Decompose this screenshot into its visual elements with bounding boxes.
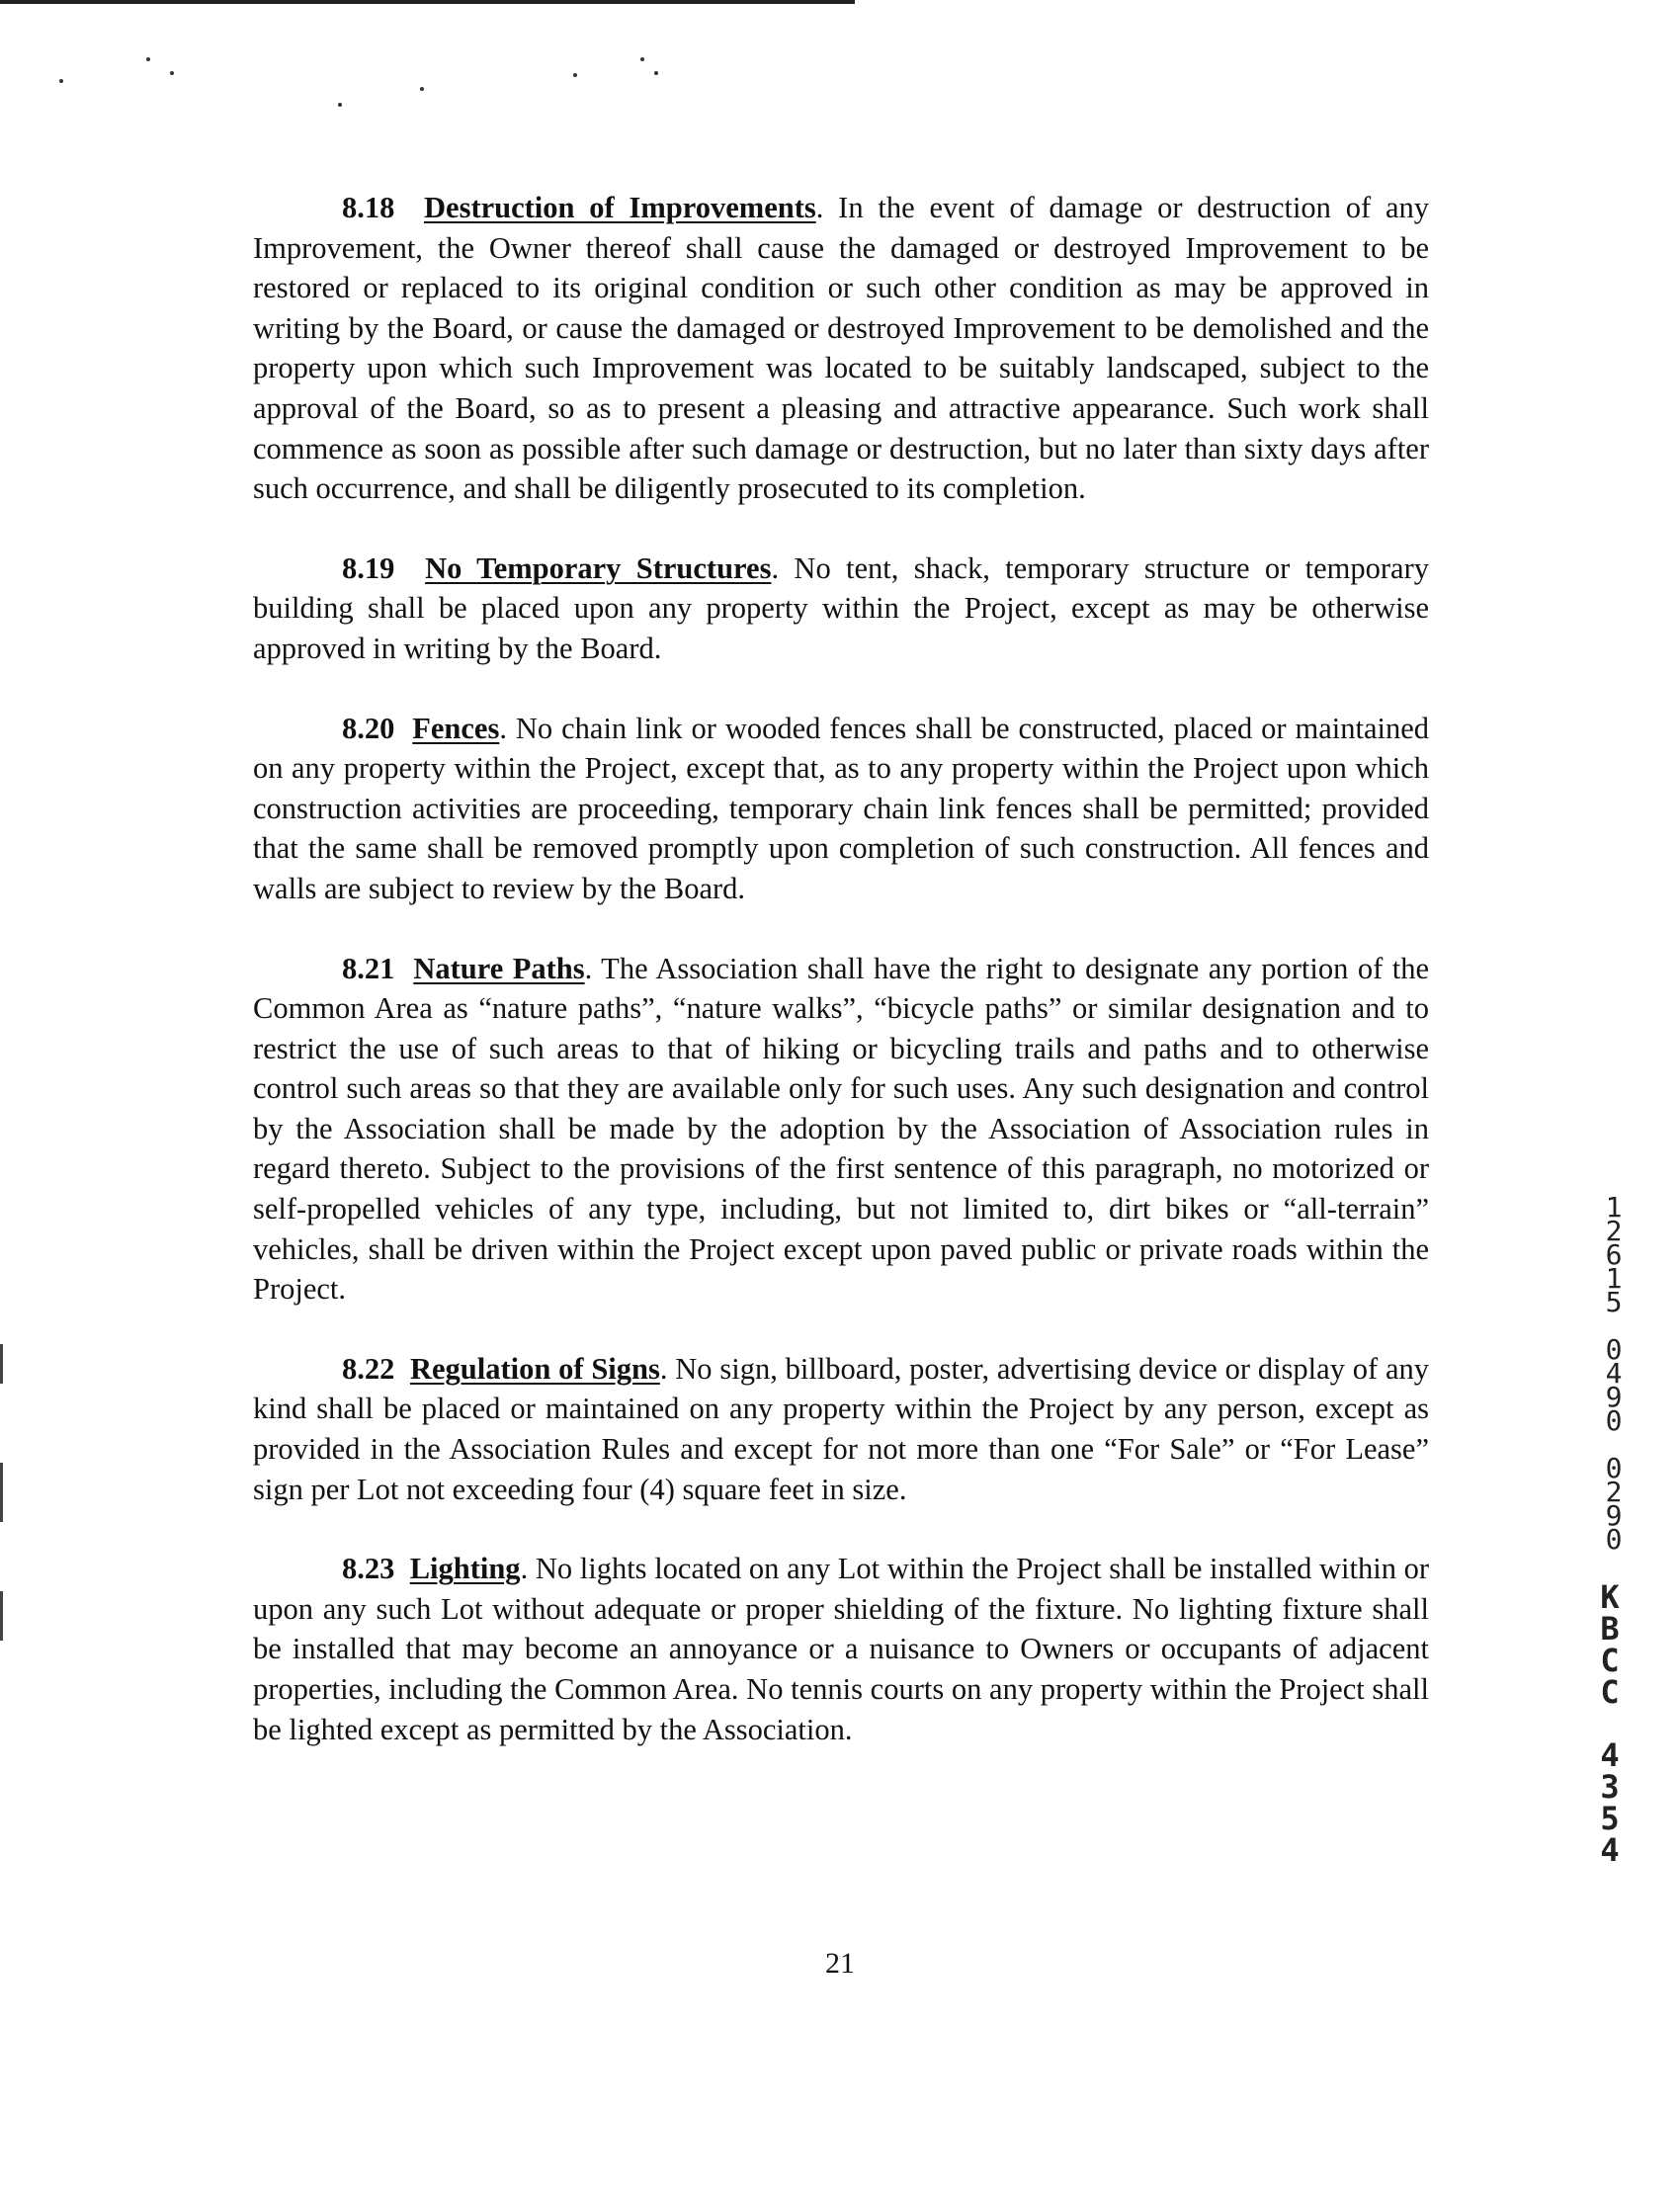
stacked-char: 6 bbox=[1605, 1238, 1623, 1271]
section-8-22 bbox=[253, 1349, 1429, 1509]
scan-top-border bbox=[0, 0, 855, 4]
page-number: 21 bbox=[825, 1947, 855, 1980]
section-8-23 bbox=[253, 1549, 1429, 1749]
scan-speck bbox=[654, 71, 658, 75]
section-body: . The Association shall have the right to designate any portion of the Common Area as “nature paths”, “nature walks”, “bicycle paths” or similar designation and to restrict the use of such areas to that of hiking or bicycling trails and paths and to otherwise control such areas so that they are available only for such uses. Any such designation and control by the Association shall be made by the adoption by the Association of Association rules in regard thereto. Subject to the provisions of the first sentence of this paragraph, no motorized or self-propelled vehicles of any type, including, but not limited to, dirt bikes or “all-terrain” vehicles, shall be driven within the Project except upon paved public or private roads within the Project. bbox=[253, 951, 1430, 1307]
scan-speck bbox=[573, 73, 577, 77]
section-8-21 bbox=[253, 949, 1429, 1310]
stacked-char: 4 bbox=[1600, 1736, 1620, 1774]
section-body: . No chain link or wooded fences shall be constructed, placed or maintained on any property within the Project, except that, as to any property within the Project upon which construction activities are proceeding, temporary chain link fences shall be permitted; provided that the same shall be removed promptly upon completion of such construction. All fences and walls are subject to review by the Board. bbox=[253, 711, 1430, 905]
side-recording-number bbox=[1599, 1191, 1629, 1556]
scan-speck bbox=[338, 103, 342, 107]
scan-speck bbox=[146, 57, 150, 61]
stacked-char: 2 bbox=[1605, 1215, 1623, 1247]
section-title: Lighting bbox=[409, 1552, 521, 1586]
scan-left-mark bbox=[0, 1591, 3, 1641]
stacked-char: 4 bbox=[1605, 1357, 1623, 1390]
scan-left-mark bbox=[0, 1463, 3, 1522]
section-title: Fences bbox=[412, 711, 500, 745]
section-title: Destruction of Improvements bbox=[424, 191, 816, 224]
stacked-char: B bbox=[1600, 1610, 1620, 1648]
section-number: 8.23 bbox=[342, 1552, 395, 1586]
stacked-char: 0 bbox=[1605, 1452, 1623, 1484]
stacked-char: 1 bbox=[1605, 1262, 1623, 1295]
section-8-18 bbox=[253, 188, 1429, 509]
stacked-char: 5 bbox=[1605, 1286, 1623, 1318]
scan-left-mark bbox=[0, 1344, 3, 1384]
stacked-char: 2 bbox=[1605, 1476, 1623, 1508]
scan-speck bbox=[420, 87, 424, 91]
section-number: 8.21 bbox=[342, 951, 395, 985]
section-body: . No sign, billboard, poster, advertising device or display of any kind shall be placed or maintained on any property within the Project by any person, except as provided in the Association Rules and except for not more than one “For Sale” or “For Lease” sign per Lot not exceeding four (4) square feet in size. bbox=[253, 1351, 1429, 1506]
scan-speck bbox=[59, 79, 63, 83]
side-recording-stamp bbox=[1592, 1578, 1628, 1869]
section-8-19 bbox=[253, 549, 1429, 669]
stacked-char: 1 bbox=[1605, 1191, 1623, 1224]
stacked-char: 3 bbox=[1600, 1768, 1620, 1806]
section-number: 8.20 bbox=[342, 711, 395, 745]
stacked-char: 9 bbox=[1605, 1499, 1623, 1532]
stacked-char: 0 bbox=[1605, 1404, 1623, 1437]
section-number: 8.18 bbox=[342, 191, 395, 224]
scan-speck bbox=[640, 57, 644, 61]
section-body: . No tent, shack, temporary structure or temporary building shall be placed upon any property within the Project, except as may be otherwise approved in writing by the Board. bbox=[253, 550, 1430, 665]
document-page bbox=[253, 188, 1429, 1789]
section-title: No Temporary Structures bbox=[425, 550, 772, 585]
stacked-char bbox=[1592, 1708, 1628, 1739]
section-body: . In the event of damage or destruction of any Improvement, the Owner thereof shall cause the damaged or destroyed Improvement to be restored or replaced to its original condition or such other condition as may be approved in writing by the Board, or cause the damaged or destroyed Improvement to be demolished and the property upon which such Improvement was located to be suitably landscaped, subject to the approval of the Board, so as to present a pleasing and attractive appearance. Such work shall commence as soon as possible after such damage or destruction, but no later than sixty days after such occurrence, and shall be diligently prosecuted to its completion. bbox=[253, 191, 1429, 506]
section-8-20 bbox=[253, 709, 1429, 909]
stacked-char: 9 bbox=[1605, 1381, 1623, 1413]
stacked-char: 5 bbox=[1600, 1800, 1620, 1837]
scan-speck bbox=[170, 71, 174, 75]
stacked-char: 4 bbox=[1600, 1831, 1620, 1869]
section-number: 8.22 bbox=[342, 1351, 395, 1386]
section-number: 8.19 bbox=[342, 550, 395, 585]
stacked-char: C bbox=[1600, 1642, 1620, 1679]
stacked-char: K bbox=[1600, 1578, 1620, 1616]
section-body: . No lights located on any Lot within the Project shall be installed within or upon any such Lot without adequate or proper shielding of the fixture. No lighting fixture shall be installed that may become an annoyance or a nuisance to Owners or occupants of adjacent properties, including the Common Area. No tennis courts on any property within the Project shall be lighted except as permitted by the Association. bbox=[253, 1552, 1429, 1746]
section-title: Nature Paths bbox=[413, 951, 585, 985]
stacked-char: 0 bbox=[1605, 1333, 1623, 1366]
section-title: Regulation of Signs bbox=[409, 1351, 660, 1386]
stacked-char: 0 bbox=[1605, 1523, 1623, 1556]
stacked-char: C bbox=[1600, 1673, 1620, 1711]
